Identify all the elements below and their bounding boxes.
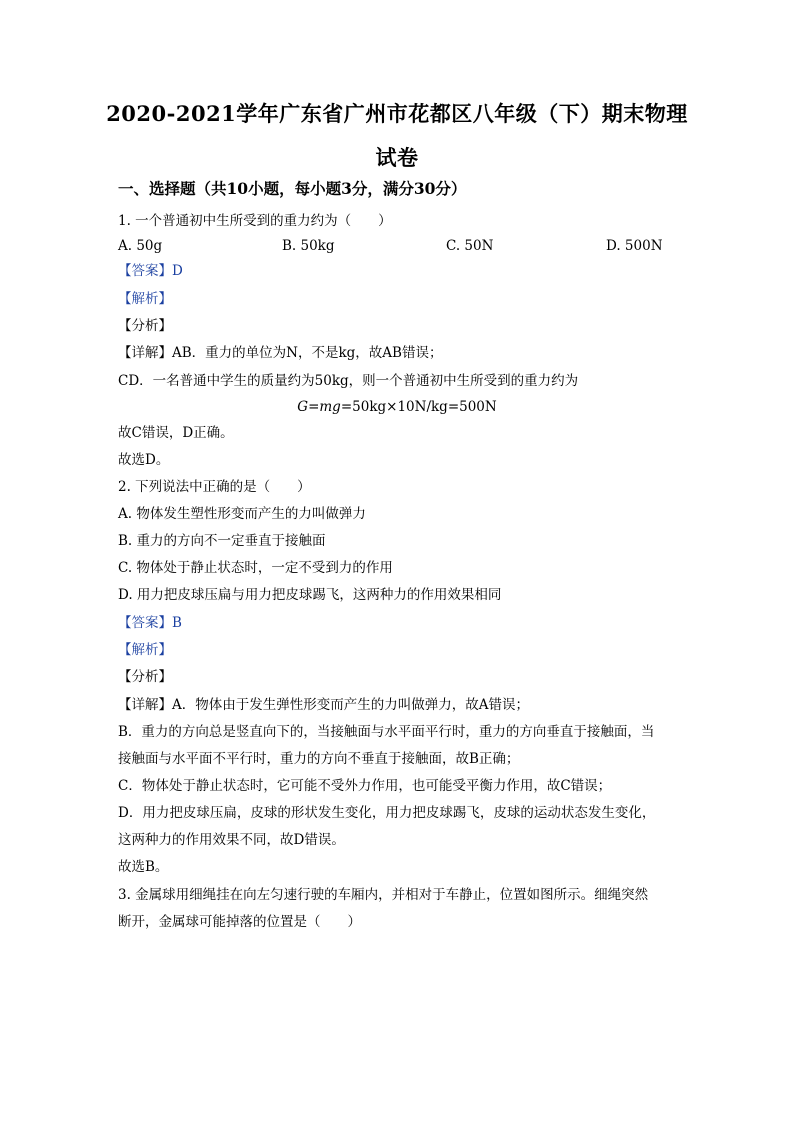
q2-fenxi-label: 【分析】 xyxy=(118,669,172,685)
q1-conclusion: 故选D。 xyxy=(118,452,170,468)
q1-option-d: D. 500N xyxy=(606,238,663,254)
q1-stem: 1. 一个普通初中生所受到的重力约为（ ） xyxy=(118,213,392,229)
q1-detail-line-1: 【详解】AB．重力的单位为N，不是kg，故AB错误； xyxy=(118,345,443,361)
q1-answer: 【答案】D xyxy=(118,263,183,279)
q2-option-a: A. 物体发生塑性形变而产生的力叫做弹力 xyxy=(118,506,366,522)
q2-detail-line-3: 接触面与水平面不平行时，重力的方向不垂直于接触面，故B正确； xyxy=(118,751,520,767)
formula-g: G xyxy=(297,399,309,415)
formula-eq: = xyxy=(308,399,320,415)
q1-fenxi-label: 【分析】 xyxy=(118,318,172,334)
q2-option-c: C. 物体处于静止状态时，一定不受到力的作用 xyxy=(118,560,393,576)
q1-detail-line-2: CD．一名普通中学生的质量约为50kg，则一个普通初中生所受到的重力约为 xyxy=(118,373,579,389)
q2-option-b: B. 重力的方向不一定垂直于接触面 xyxy=(118,533,326,549)
formula-rest: =50kg×10N/kg=500N xyxy=(340,399,497,415)
q2-option-d: D. 用力把皮球压扁与用力把皮球踢飞，这两种力的作用效果相同 xyxy=(118,587,502,603)
q2-conclusion: 故选B。 xyxy=(118,859,169,875)
formula-mg: mg xyxy=(319,399,341,415)
q1-detail-line-3: 故C错误，D正确。 xyxy=(118,425,234,441)
q1-jiexi-label: 【解析】 xyxy=(118,291,172,307)
q3-stem-line-1: 3. 金属球用细绳挂在向左匀速行驶的车厢内，并相对于车静止，位置如图所示。细绳突然 xyxy=(118,887,649,903)
q1-option-c: C. 50N xyxy=(446,238,494,254)
q2-answer: 【答案】B xyxy=(118,615,182,631)
document-title-line-1: 2020-2021学年广东省广州市花都区八年级（下）期末物理 xyxy=(106,101,688,126)
q2-jiexi-label: 【解析】 xyxy=(118,642,172,658)
q1-option-a: A. 50g xyxy=(118,238,163,254)
q1-option-b: B. 50kg xyxy=(282,238,335,254)
q2-detail-line-1: 【详解】A．物体由于发生弹性形变而产生的力叫做弹力，故A错误； xyxy=(118,697,529,713)
section-heading-choice: 一、选择题（共10小题，每小题3分，满分30分） xyxy=(118,179,467,198)
q1-formula xyxy=(0,398,794,416)
document-title-line-2: 试卷 xyxy=(375,145,419,170)
q2-stem: 2. 下列说法中正确的是（ ） xyxy=(118,479,311,495)
q2-detail-line-2: B．重力的方向总是竖直向下的，当接触面与水平面平行时，重力的方向垂直于接触面，当 xyxy=(118,724,655,740)
q2-detail-line-6: 这两种力的作用效果不同，故D错误。 xyxy=(118,832,345,848)
q3-stem-line-2: 断开，金属球可能掉落的位置是（ ） xyxy=(118,914,361,930)
q2-detail-line-4: C．物体处于静止状态时，它可能不受外力作用，也可能受平衡力作用，故C错误； xyxy=(118,778,612,794)
q2-detail-line-5: D．用力把皮球压扁，皮球的形状发生变化，用力把皮球踢飞，皮球的运动状态发生变化， xyxy=(118,805,656,821)
